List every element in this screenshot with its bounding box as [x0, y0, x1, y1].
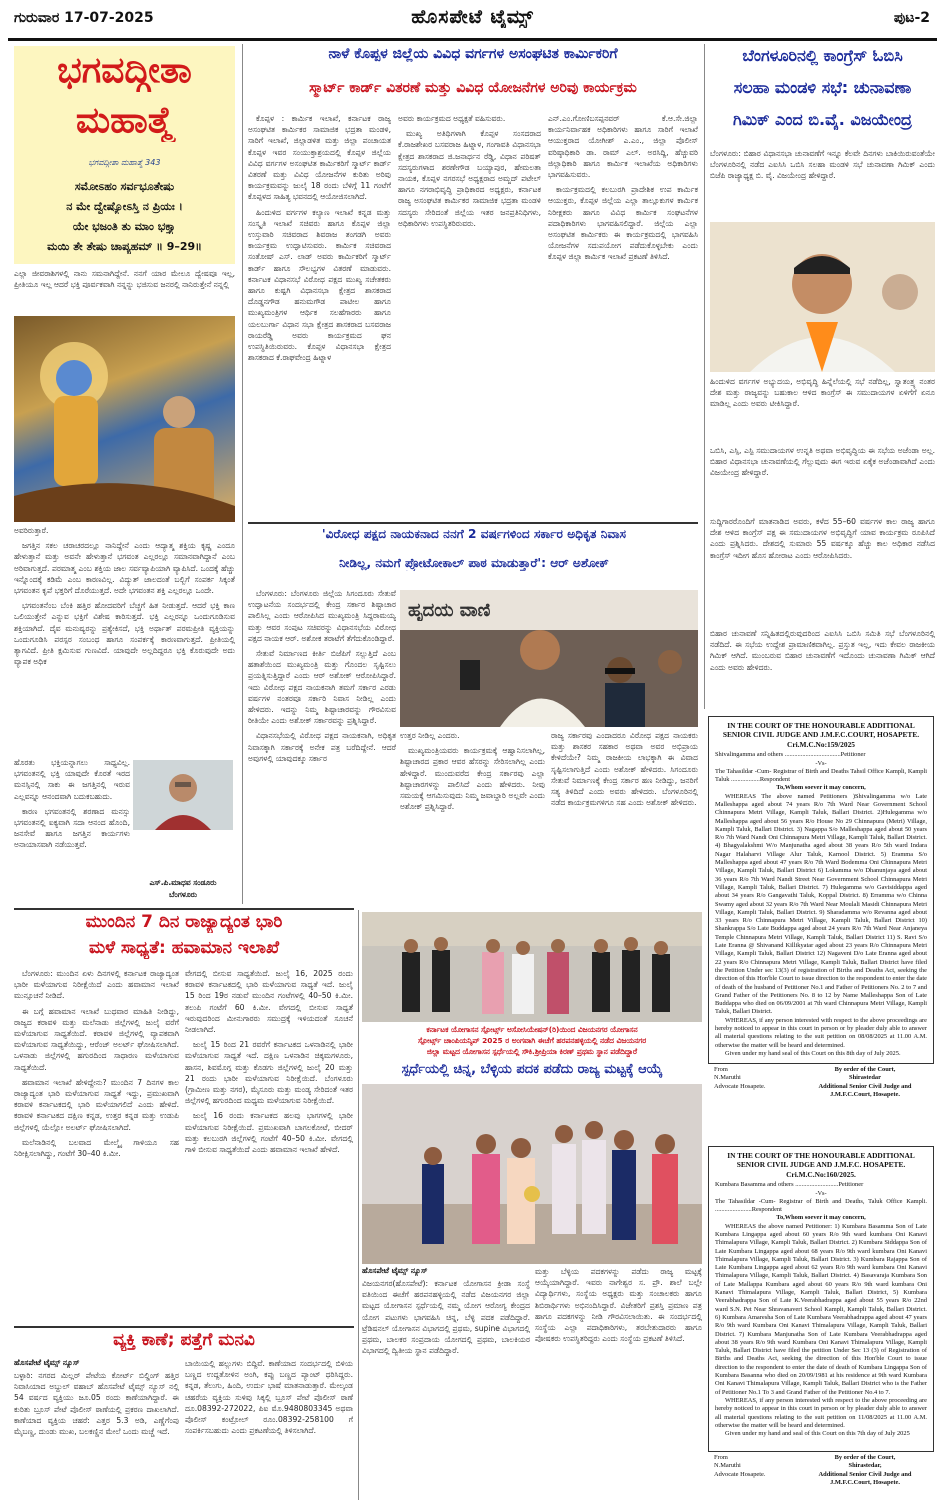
gita-para: ಅವರಿರುತ್ತಾರೆ.	[14, 526, 49, 535]
notice-title: IN THE COURT OF THE HONOURABLE ADDITIONAL SENIOR CIVIL JUDGE AND J.M.F.C.COURT, HOSAPETE.	[722, 721, 920, 740]
issue-date: ಗುರುವಾರ 17-07-2025	[14, 10, 154, 26]
gita-para: ಹೊರತು ಭಕ್ತಿಯನ್ನಾಗಲು ಸಾಧ್ಯವಿಲ್ಲ. ಭಗವಂತನಲ್ಲಿ ಭಕ್ತಿ ಯಾವುದೇ ಕೊರತೆ ಇರದ ಮನಸ್ಸಿನಲ್ಲಿ ಸಾಕು ಈ ಜಗತ್ತಿನಲ್ಲಿ ಇರುವ ಎಲ್ಲವನ್ನೂ ಆನಂದವಾಗಿ ಬದುಕಬಹುದು.	[14, 758, 130, 801]
ashok-col-2	[400, 730, 545, 906]
ashok-para: ಉತ್ತರ ನೀಡಿಲ್ಲ ಎಂದರು.	[400, 731, 460, 740]
author-city: ಬೆಂಗಳೂರು	[168, 890, 197, 899]
yoga-headline: ಸ್ಪರ್ಧೆಯಲ್ಲಿ ಚಿನ್ನ, ಬೆಳ್ಳಿಯ ಪದಕ ಪಡೆದು ರಾಜ್ಯ ಮಟ್ಟಕ್ಕೆ ಆಯ್ಕೆ	[401, 1062, 663, 1077]
author-photo	[133, 760, 233, 830]
missing-col-2: ಬಾಯಿಯಲ್ಲಿ ಹಲ್ಲುಗಳು ಬಿದ್ದಿವೆ. ಕಾಣೆಯಾದ ಸಂದರ್ಭದಲ್ಲಿ ಬಿಳಿಯ ಬಣ್ಣದ ಉದ್ದತೋಳಿನ ಅಂಗಿ, ಕಪ್ಪು ಬಣ್ಣದ ಪ್ಯಾಂಟ್ ಧರಿಸಿದ್ದರು. ಕನ್ನಡ, ತೆಲುಗು, ಹಿಂದಿ, ಉರ್ದು ಭಾಷೆ ಮಾತನಾಡುತ್ತಾರೆ. ಮೇಲ್ಕಂಡ ಚಹರೆಯ ವ್ಯಕ್ತಿಯ ಸುಳಿವು ಸಿಕ್ಕಲ್ಲಿ ಬ್ರೂಸ್ ಪೇಟೆ ಪೊಲೀಸ್ ಠಾಣೆ ದೂ.08392-272022, ಪಿಐ ಮೊ.9480803345 ಅಥವಾ ಪೊಲೀಸ್ ಕಂಟ್ರೋಲ್ ರೂಂ.08392-258100 ಗೆ ಸಂಪರ್ಕಿಸಬಹುದು ಎಂದು ಪ್ರಕಟಣೆಯಲ್ಲಿ ತಿಳಿಸಲಾಗಿದೆ.	[185, 1359, 353, 1436]
ashok-photo-banner: ಹೃದಯ ವಾಣಿ	[408, 600, 491, 621]
ashok-col-1	[248, 588, 396, 906]
court-name: Additional Senior Civil Judge and J.M.F.C.Court, Hosapete.	[818, 1082, 912, 1098]
notice-body: WHEREAS The above named Petitioners )Shivalingamma w/o Late Malleshappa aged about 74 years R/o 7th Ward Near Government School Chinnapura Metri Village, Kampli Taluk, Ballari District. 2)Hulegamma w/o Malleshappa aged about 56 years R/o House No 29 Chinnapura (Metri) Village, Kampli Taluk, Ballari District. 3) Nagappa S/o Malleshappa aged about 50 years R/o 7th Ward Nandi Oni Chinnapura Metri Village, Kampli Taluk, Ballari District. 4) Bhagyalakshmi W/o Manjunatha aged about 38 years R/o 5th ward Indara Nagar Halaharvi Village Alur Taluk, Karnool District. 5) Eramma S/o Malleshappa aged about 47 years R/o 7th Ward Bodemma Oni Chinnapura Metri Village, Kampli Taluk, Ballari District 6) Lokamma w/o Dhanunjaya aged about 36 years R/o 7th Ward Nandi Street Near Government School Chinnapura Metri Village, Kampli Taluk, Ballari District. 7) Hulegamma w/o Gavisiddappa aged about 34 years R/o Gangavathi Taluk, Koppal District. 8) Erramma w/o Chinna Swamy aged about 32 years R/o 7th Ward Near Moulali Masidi Chinnapura Metri Village, Kampli Taluk, Ballari District. 9) Sharadamma w/o Revanna aged about 33 years R/o Chinnapura Metri Village, Kampli Taluk, Ballari District 10) Shankrappa S/o Late Buddappa aged about 24 years R/o 7th Ward Near Anjaneya Temple Chinnapura Metri Village, Kampli Taluk, Ballari District 11) S. Ravi S/o Late Eranna @ Shivanand Killikyatar aged about 23 years R/o Chinnapura Metri Village, Kampli Taluk, Ballari District 12) Nagaveni D/o Late Eranna aged about 22 years R/o Chinnapura Metri Village, Kampli Taluk, Ballari District have filed the Petition Under sec 13(3) of registration of Births and Deaths Act, seeking the direction of this Hon'ble Court to issue direction to the respondent to enter the date of death of the husband of Petitioner No.1 and Father of Petitioners No. 2 to 7 and Grand Father of the Petitioners No. 8 to 12 by Name Malleshappa Son of Late Buddappa who died on 06/09/2001 at 7th ward Chinnapura Metri Village, Kampli Taluk, Ballari District.	[715, 792, 927, 1016]
advocate-name: N.Maruthi	[714, 1462, 741, 1470]
obc-para-4: ಸುದ್ದಿಗಾರರೊಂದಿಗೆ ಮಾತನಾಡಿದ ಅವರು, ಕಳೆದ 55–60 ವರ್ಷಗಳ ಕಾಲ ರಾಜ್ಯ ಹಾಗೂ ದೇಶ ಆಳಿದ ಕಾಂಗ್ರೆಸ್ ಪಕ್ಷ ಈ ಸಮುದಾಯಗಳ ಅಭಿವೃದ್ಧಿಗೆ ಯಾವ ಕಾರ್ಯಕ್ರಮ ರೂಪಿಸಿದೆ ಎಂದು ಪ್ರಶ್ನಿಸಿದರು. ದೇಶದಲ್ಲಿ ಸುಮಾರು 55 ವರ್ಷಕ್ಕೂ ಹೆಚ್ಚು ಕಾಲ ಅಧಿಕಾರ ನಡೆಸಿದ ಕಾಂಗ್ರೆಸ್ ಇದೀಗ ಹೊಸ ಹೋರಾಟ ಎಂದು ಆರೋಪಿಸಿದರು.	[710, 517, 935, 560]
obc-para-2: ಹಿಂದುಳಿದ ವರ್ಗಗಳ ಅಭ್ಯುದಯ, ಅಭಿವೃದ್ಧಿ ಹಿನ್ನೆಲೆಯಲ್ಲಿ ಸಭೆ ನಡೆದಿಲ್ಲ, ಸ್ವಾತಂತ್ರ್ಯ ನಂತರ ದೇಶ ಮತ್ತು ರಾಜ್ಯವನ್ನು ಬಹುಕಾಲ ಆಳಿದ ಕಾಂಗ್ರೆಸ್ ಈ ಸಮುದಾಯಗಳ ಏಳಿಗೆಗೆ ಏನೂ ಮಾಡಿಲ್ಲ ಎಂದು ಅವರು ಟೀಕಿಸಿದ್ದಾರೆ.	[710, 377, 935, 409]
ashok-para: ಮುಖ್ಯಮಂತ್ರಿಯವರು ಕಾರ್ಯಕ್ರಮಕ್ಕೆ ಆಹ್ವಾನಿಸಲಾಗಿಲ್ಲ, ಶಿಷ್ಟಾಚಾರದ ಪ್ರಕಾರ ಆವರ ಹೆಸರನ್ನು ಸೇರಿಸಲಾಗಿಲ್ಲ ಎಂದು ಹೇಳಿದ್ದಾರೆ. ಮುಂದುವರೆದ ಕೇಂದ್ರ ಸರ್ಕಾರವು ಎಲ್ಲಾ ಶಿಷ್ಟಾಚಾರಗಳನ್ನು ಪಾಲಿಸಿದೆ ಎಂದು ಹೇಳಿದರು. ನೀವು ಸಮಯಕ್ಕೆ ಆಗಮಿಸುವುದು ನಿಮ್ಮ ಜವಾಬ್ದಾರಿ ಅಲ್ಲವೇ ಎಂದು ಅಶೋಕ್ ಪ್ರಶ್ನಿಸಿದ್ದಾರೆ.	[400, 746, 545, 812]
missing-headline: ವ್ಯಕ್ತಿ ಕಾಣೆ; ಪತ್ತೆಗೆ ಮನವಿ	[113, 1330, 255, 1350]
obc-headline-2: ಸಲಹಾ ಮಂಡಳಿ ಸಭೆ: ಚುನಾವಣಾ	[733, 78, 912, 97]
obc-headline-3: ಗಿಮಿಕ್ ಎಂದ ಬಿ.ವೈ. ವಿಜಯೇಂದ್ರ	[733, 110, 912, 129]
obc-headline-1: ಬೆಂಗಳೂರಿನಲ್ಲಿ ಕಾಂಗ್ರೆಸ್ ಓಬಿಸಿ	[742, 46, 903, 65]
court-order-block	[798, 1066, 932, 1099]
ashok-photo	[400, 590, 698, 727]
vijayendra-photo	[710, 222, 935, 372]
yoga-col-2: ಮತ್ತು ಬೆಳ್ಳಿಯ ಪದಕಗಳನ್ನು ಪಡೆದು ರಾಜ್ಯ ಮಟ್ಟಕ್ಕೆ ಆಯ್ಕೆಯಾಗಿದ್ದಾರೆ. ಇವರು ನಾಗೇಶ್ವರ ಸ. ಪ್ರೌ. ಶಾಲೆ ಬಲ್ಲೇ ವಿದ್ಯಾರ್ಥಿಗಳು, ಸಂಸ್ಥೆಯ ಅಧ್ಯಕ್ಷರು ಮತ್ತು ಸಂಚಾಲಕರು ಹಾಗೂ ಶಿಬಿರಾರ್ಥಿಗಳು ಅಭಿನಂದಿಸಿದ್ದಾರೆ. ವಿಜೇತರಿಗೆ ಪ್ರಶಸ್ತಿ ಪ್ರಮಾಣ ಪತ್ರ ಹಾಗೂ ಪದಕಗಳನ್ನು ನೀಡಿ ಗೌರವಿಸಲಾಯಿತು. ಈ ಸಂದರ್ಭದಲ್ಲಿ ಸಂಸ್ಥೆಯ ಎಲ್ಲಾ ಪದಾಧಿಕಾರಿಗಳು, ತರಬೇತುದಾರರು ಹಾಗೂ ಪೋಷಕರು ಉಪಸ್ಥಿತರಿದ್ದರು ಎಂದು ಸಂಸ್ಥೆಯ ಪ್ರಕಟಣೆ ತಿಳಿಸಿದೆ.	[535, 1267, 702, 1344]
paper-name: ಹೊಸಪೇಟೆ ಟೈಮ್ಸ್	[411, 6, 534, 28]
court-order: By order of the Court,	[834, 1066, 896, 1073]
column-rule	[358, 910, 359, 1500]
yoga-byline: ಹೊಸಪೇಟೆ ಟೈಮ್ಸ್ ನ್ಯೂಸ್	[362, 1266, 428, 1275]
missing-col-1: ಬಳ್ಳಾರಿ: ನಗರದ ಮಿಲ್ಲರ್ ಪೇಟೆಯ ಕೋರ್ಟ್ ಬಿಲ್ಡಿಂಗ್ ಹತ್ತಿರ ನಿವಾಸಿಯಾದ ಅಬ್ದುಲ್ ವಹಾಬ್ ಹೊಸಪೇಟೆ ಟೈಮ್ಸ್ ನ್ಯೂಸ್ ನಲ್ಲಿ 54 ವರ್ಷದ ವ್ಯಕ್ತಿಯು ಜೂ.05 ರಂದು ಕಾಣೆಯಾಗಿದ್ದಾರೆ. ಈ ಕುರಿತು ಬ್ರೂಸ್ ಪೇಟೆ ಪೊಲೀಸ್ ಠಾಣೆಯಲ್ಲಿ ಪ್ರಕರಣ ದಾಖಲಾಗಿದೆ. ಕಾಣೆಯಾದ ವ್ಯಕ್ತಿಯ ಚಹರೆ: ಎತ್ತರ 5.3 ಅಡಿ, ಎಣ್ಣೆಗೆಂಪು ಮೈಬಣ್ಣ, ದುಂಡು ಮುಖ, ಬಲಕಣ್ಣಿನ ಮೇಲೆ ಒಂದು ಮಚ್ಚೆ ಇದೆ.	[14, 1371, 179, 1437]
court-order: By order of the Court,	[834, 1454, 896, 1461]
ashok-headline-2: ನೀಡಿಲ್ಲ, ನಮಗೆ ಪ್ರೋಟೋಕಾಲ್ ಪಾಠ ಮಾಡುತ್ತಾರೆ': ಆರ್ ಅಶೋಕ್	[339, 556, 609, 570]
yoga-caption-line: ಜಿಲ್ಲಾ ಮಟ್ಟದ ಯೋಗಾಸನ ಸ್ಪರ್ಧೆಯಲ್ಲಿ ಸೌಕಿ.ಶ್ರೀಪ್ರಿಯಾ ಕಿರಣ್ ಪ್ರಥಮ ಸ್ಥಾನ ಪಡೆದಿದ್ದಾರೆ	[426, 1047, 638, 1056]
yoga-photo-caption	[362, 1024, 702, 1060]
koppal-headline-1: ನಾಳೆ ಕೊಪ್ಪಳ ಜಿಲ್ಲೆಯ ವಿವಿಧ ವರ್ಗಗಳ ಅಸಂಘಟಿತ ಕಾರ್ಮಿಕರಿಗೆ	[328, 46, 618, 62]
court-order-block	[798, 1454, 932, 1487]
notice-versus: -Vs-	[815, 759, 827, 767]
ashok-col-3: ರಾಜ್ಯ ಸರ್ಕಾರವು ಎಂದಾದರೂ ವಿರೋಧ ಪಕ್ಷದ ನಾಯಕರು ಮತ್ತು ಶಾಸಕರ ಸಹಕಾರ ಅಥವಾ ಅವರ ಅಭಿಪ್ರಾಯ ಕೇಳಿದೆಯೇ? ನಿಮ್ಮ ರಾಜಕೀಯ ಲಾಭಕ್ಕಾಗಿ ಈ ವಿವಾದ ಸೃಷ್ಟಿಸಲಾಗುತ್ತಿದೆ ಎಂದು ಅಶೋಕ್ ಹೇಳಿದರು. ಸಿಗಂದೂರು ಸೇತುವೆ ನಿರ್ಮಾಣಕ್ಕೆ ಕೇಂದ್ರ ಸರ್ಕಾರ ಹಣ ನೀಡಿದ್ದು, ಜನರಿಗೆ ಸತ್ಯ ತಿಳಿದಿದೆ ಎಂದು ಅವರು ಹೇಳಿದರು. ಬೆಂಗಳೂರಿನಲ್ಲಿ ನಡೆದ ಕಾರ್ಯಕ್ರಮಗಳಿಗೂ ಸಹ ಎಂದು ಅಶೋಕ್ ಹೇಳಿದರು.	[551, 731, 698, 808]
krishna-arjuna-illustration	[14, 316, 235, 522]
notice-case-number: Cri.M.C.No:159/2025	[787, 739, 855, 749]
gita-verse-line2: ನ ಮೇ ದ್ವೇಷ್ಯೋಽಸ್ತಿ ನ ಪ್ರಿಯಃ ।	[66, 200, 183, 213]
advocate-name: N.Maruthi	[714, 1074, 741, 1082]
koppal-para: ಕಾರ್ಯಕ್ರಮದಲ್ಲಿ ಕಲಬುರಗಿ ಪ್ರಾದೇಶಿಕ ಉಪ ಕಾರ್ಮಿಕ ಆಯುಕ್ತರು, ಕೊಪ್ಪಳ ಜಿಲ್ಲೆಯ ಎಲ್ಲಾ ತಾಲ್ಲೂಕುಗಳ ಕಾರ್ಮಿಕ ನಿರೀಕ್ಷಕರು ಹಾಗೂ ವಿವಿಧ ಕಾರ್ಮಿಕ ಸಂಘಟನೆಗಳ ಪದಾಧಿಕಾರಿಗಳು ಭಾಗವಹಿಸಲಿದ್ದಾರೆ. ಜಿಲ್ಲೆಯ ಎಲ್ಲಾ ಅಸಂಘಟಿತ ಕಾರ್ಮಿಕರು ಈ ಕಾರ್ಯಕ್ರಮದಲ್ಲಿ ಭಾಗವಹಿಸಿ ಯೋಜನೆಗಳ ಸದುಪಯೋಗ ಪಡೆದುಕೊಳ್ಳಬೇಕು ಎಂದು ಕೊಪ್ಪಳ ಜಿಲ್ಲಾ ಕಾರ್ಮಿಕ ಇಲಾಖೆ ಪ್ರಕಟಣೆ ತಿಳಿಸಿದೆ.	[548, 185, 698, 262]
missing-byline: ಹೊಸಪೇಟೆ ಟೈಮ್ಸ್ ನ್ಯೂಸ್	[14, 1358, 80, 1367]
ashok-para: ವಿಧಾನಸಭೆಯಲ್ಲಿ ವಿರೋಧ ಪಕ್ಷದ ನಾಯಕನಾಗಿ, ಅಧಿಕೃತ ನಿವಾಸಕ್ಕಾಗಿ ಸರ್ಕಾರಕ್ಕೆ ಅನೇಕ ಪತ್ರ ಬರೆದಿದ್ದೇನೆ. ಆದರೆ ಅವುಗಳಲ್ಲಿ ಯಾವುದಕ್ಕೂ ಸರ್ಕಾರ	[248, 731, 396, 763]
obc-para-1: ಬೆಂಗಳೂರು: ಬಿಹಾರ ವಿಧಾನಸಭಾ ಚುನಾವಣೆಗೆ ಇನ್ನೂ ಕೆಲವೇ ದಿನಗಳು ಬಾಕಿಯಿರುವಂತೆಯೇ ಬೆಂಗಳೂರಿನಲ್ಲಿ ನಡೆದ ಎಐಸಿಸಿ ಒಬಿಸಿ ಸಲಹಾ ಮಂಡಳಿ ಸಭೆ ಚುನಾವಣಾ ಗಿಮಿಕ್ ಎಂದು ಬಿಜೆಪಿ ರಾಜ್ಯಾಧ್ಯಕ್ಷ ಬಿ. ವೈ. ವಿಜಯೇಂದ್ರ ಹೇಳಿದ್ದಾರೆ.	[710, 149, 935, 181]
obc-para-5: ಬಿಹಾರ ಚುನಾವಣೆ ಸನ್ನಿಹಿತದಲ್ಲಿರುವುದರಿಂದ ಎಐಸಿಸಿ ಒಬಿಸಿ ಸಮಿತಿ ಸಭೆ ಬೆಂಗಳೂರಿನಲ್ಲಿ ನಡೆದಿದೆ. ಈ ಸಭೆಯ ಉದ್ದೇಶ ಪ್ರಾಮಾಣಿಕವಾಗಿಲ್ಲ. ಪ್ರಸ್ತುತ ಇಲ್ಲ, ಇದು ಕೇವಲ ರಾಜಕೀಯ ಗಿಮಿಕ್ ಆಗಿದೆ. ಮುಂಬರುವ ಬಿಹಾರ ಚುನಾವಣೆಗೆ ಇದೊಂದು ಚುನಾವಣಾ ಗಿಮಿಕ್ ಆಗಿದೆ ಎಂದು ಅವರು ಹೇಳಿದರು.	[710, 629, 935, 672]
gita-para: ಕಾರಣ ಭಗವಂತನಲ್ಲಿ ಶರಣಾದ ಮನಸ್ಸು ಭಗವಂತನಲ್ಲಿ ಐಕ್ಯವಾಗಿ ಸದಾ ಆನಂದ ಹೊಂದಿ, ಜನಸೇವೆ ಹಾಗೂ ಜಗತ್ತಿನ ಕಾರ್ಯಗಳು ಅನಾಯಾಸವಾಗಿ ನಡೆಯುತ್ತವೆ.	[14, 806, 130, 850]
ashok-para: ಸೇತುವೆ ನಿರ್ಮಾಣದ ಕೀರ್ತಿ ಬಿಜೆಪಿಗೆ ಸಲ್ಲುತ್ತಿದೆ ಎಂಬ ಹತಾಶೆಯಿಂದ ಮುಖ್ಯಮಂತ್ರಿ ಮತ್ತು ಗೊಂದಲ ಸೃಷ್ಟಿಸಲು ಪ್ರಯತ್ನಿಸುತ್ತಿದ್ದಾರೆ ಎಂದು ಆರ್ ಅಶೋಕ್ ಆರೋಪಿಸಿದ್ದಾರೆ. ಇದು ವಿರೋಧ ಪಕ್ಷದ ನಾಯಕನಾಗಿ ತಮಗೆ ಸರ್ಕಾರ ಎರಡು ವರ್ಷಗಳ ನಂತರವೂ ಸರ್ಕಾರಿ ನಿವಾಸ ನೀಡಿಲ್ಲ ಎಂದು ಹೇಳಿದರು. ಇದನ್ನು ನಿಮ್ಮ ಶಿಷ್ಟಾಚಾರವನ್ನು ಗೌರವಿಸುವ ರೀತಿಯೇ ಎಂದು ಅಶೋಕ್ ಸರ್ಕಾರವನ್ನು ಪ್ರಶ್ನಿಸಿದ್ದಾರೆ.	[248, 649, 396, 726]
masthead	[0, 0, 945, 40]
rain-headline-1: ಮುಂದಿನ 7 ದಿನ ರಾಜ್ಯಾದ್ಯಂತ ಭಾರಿ	[85, 912, 283, 932]
column-rule	[704, 44, 705, 709]
yoga-caption-line: ಸ್ಪೋರ್ಟ್ಸ್ ಚಾಂಪಿಯನ್ಶಿಪ್ 2025 ರ ಅಂಗವಾಗಿ ಈಚೆಗೆ ಹರಪನಹಳ್ಳಿಯಲ್ಲಿ ನಡೆದ ವಿಜಯನಗರ	[417, 1036, 647, 1045]
notice-body: WHEREAS, if any person interested with respect to the above proceeding are hereby noticed to appear in this court in person or by pleader duly able to answer all material questions relating to the suit petition on 11/08/2025 at 11.00 A.M. otherwise the matter will be heard and determined.	[715, 1396, 927, 1429]
court-notice-1	[708, 716, 934, 1064]
notice-addressee: To,Whom soever it may concern,	[776, 1214, 866, 1222]
notice-body: WHEREAS the above named Petitioner: 1) Kumbara Basamma Son of Late Kumbara Lingappa aged about 60 years R/o 9th ward kumbara Oni Kanavi Thimalapura Village, Kampli Taluk, Ballari District. 2) Kumbara Siddappa Son of Late Kumbara Lingappa aged about 68 years R/o 9th ward kumbara Oni Kanavi Thimalapura Village, Kampli Taluk, Ballari District. 3) Kumbara Rajappa Son of Late Kumbara Lingappa aged about 62 years R/o 9th ward kumbara Oni Kanavi Thimalapura Village, Kampli Taluk, Ballari District. 4) Basavaraja Kumbara Son of Late Mallappa Kumbara aged about 60 years R/o 9th ward kumbara Oni Kanavi Thimalapura Village, Kampli Taluk, Ballari District, 5) Kumbara Veerabhadrappa Son of Late K.Veerabhadrappa aged about 55 years R/o 22nd ward S.N. Pet Near Shravanaveri School Kampli, Kampli Taluk, Ballari District. 6) Kumbara Amaresha Son of Late Kumbara Veerabhadrappa aged about 47 years R/o 9th ward Kumbara Oni Kanavi Thimalapura Village, Kampli Taluk, Ballari District. 7) Kumbara Manjunatha Son of Late Kumbara Veerabhadrappa aged about 38 years R/o 9th ward Kumbara Oni Kanavi Thimalapura Village, Kampli Taluk, Ballari District have filed the petition Under Sec 13 (3) of Registration of Births and Deaths Act, seeking the direction of this Hon'ble Court to issue direction to the respondent to enter the date of death of Kumbara Lingappa Son of Kumbara Basanna who died on 20/09/1981 at his residence at 9th ward Kumbara Oni Kanavi Thimalapura Village, Kampli Taluk, Ballari District who is the Father of Petitioner No.1 To 3 and Grand Father of the Petitioner No.4 to 7.	[715, 1222, 927, 1396]
notice-title: IN THE COURT OF THE HONOURABLE ADDITIONAL SENIOR CIVIL JUDGE AND J.M.F.C. HOSAPETE.	[727, 1151, 915, 1170]
section-rule	[14, 908, 354, 910]
gita-para: ಜಗತ್ತಿನ ಸಕಲ ಚರಾಚರದಲ್ಲೂ ನಾನಿದ್ದೇನೆ ಎಂದು ಆದ್ಯಾತ್ಮ ಶಕ್ತಿಯ ಕೃಷ್ಣ ಎಂದೂ ಹೇಳುತ್ತಾನೆ ಮತ್ತು ಅವನೇ ಹೇಳುತ್ತಾನೆ ಭಗವಂತ ಎಲ್ಲರಲ್ಲೂ ಸಮಾನವಾಗಿದ್ದಾನೆ ಎಂಬ ಅರಿವಾಗುತ್ತದೆ. ಪರಮಾತ್ಮ ಎಂಬ ಶಕ್ತಿಯ ಜಾಲ ಸರ್ವವ್ಯಾಪಿಯಾಗಿ ವ್ಯಾಪಿಸಿದೆ. ಒಂದಕ್ಕೆ ಹೆಚ್ಚು ಇನ್ನೊಂದಕ್ಕೆ ಕಡಿಮೆ ಎಂಬ ಕಾರಣವಿಲ್ಲ. ವಿದ್ಯುತ್ ಜಾಲದಂತೆ ಬಲ್ಬಿಗೆ ಸಂಪರ್ಕ ಸಿಕ್ಕಂತೆ ಭಗವಂತನ ಕೃಪೆ ಭಕ್ತರಿಗೆ ದೊರೆಯುತ್ತದೆ. ಅದೇ ಭಗವಂತನ ಶಕ್ತಿ ಎಲ್ಲರಲ್ಲೂ ಒಂದೇ.	[14, 541, 235, 596]
author-name: ಎಸ್.ಪಿ.ಮಾಧವ ಸಂಡೂರು	[149, 878, 217, 887]
gita-title-box	[14, 46, 235, 152]
koppal-col-3	[548, 113, 698, 518]
column-rule	[242, 44, 243, 904]
advocate-block	[714, 1066, 794, 1091]
notice-1-signatures	[714, 1066, 932, 1116]
rain-col-2	[185, 968, 353, 1323]
court-notice-2	[708, 1146, 934, 1452]
obc-para-3: ಒಬಿಸಿ, ಎಸ್ಸಿ, ಎಸ್ಟಿ ಸಮುದಾಯಗಳ ಉನ್ನತಿ ಅಥವಾ ಅಭಿವೃದ್ಧಿಯ ಈ ಸಭೆಯ ಅಜೆಂಡಾ ಅಲ್ಲ. ಬಿಹಾರ ವಿಧಾನಸಭಾ ಚುನಾವಣೆಯಲ್ಲಿ ಗೆಲ್ಲುವುದು ಈಗ ಇರುವ ಏಕೈಕ ಅಜೆಂಡಾವಾಗಿದೆ ಎಂದು ವಿಜಯೇಂದ್ರ ಹೇಳಿದ್ದಾರೆ.	[710, 446, 935, 478]
advocate-role: Advocate Hosapete.	[714, 1470, 766, 1478]
notice-2-signatures	[714, 1454, 932, 1500]
notice-body: WHEREAS, if any person interested with respect to the above proceedings are hereby noticed to appear in this court in person or by pleader duly able to answer all material questions relating to the suit petition on 08/08/2025 at 11.00 A.M. otherwise the matter will be heard and determined.	[715, 1016, 927, 1049]
notice-respondent: The Tahasildar -Cum- Registrar of Birth and Deaths Tahsil Office Kampli, Kampli Taluk ..................Respondent	[715, 767, 927, 784]
rain-para: ಜುಲೈ 16 ರಂದು ಕರ್ನಾಟಕದ ಹಲವು ಭಾಗಗಳಲ್ಲಿ ಭಾರೀ ಮಳೆಯಾಗುವ ನಿರೀಕ್ಷೆಯಿದೆ. ಪ್ರಮುಖವಾಗಿ ಬಾಗಲಕೋಟೆ, ಬೀದರ್ ಮತ್ತು ಕಲಬುರಗಿ ಜಿಲ್ಲೆಗಳಲ್ಲಿ ಗಂಟೆಗೆ 40–50 ಕಿ.ಮೀ. ವೇಗದಲ್ಲಿ ಗಾಳಿ ಬೀಸುವ ಸಾಧ್ಯತೆಯಿದೆ ಎಂದು ಹವಾಮಾನ ಇಲಾಖೆ ಹೇಳಿದೆ.	[185, 1111, 353, 1155]
advocate-from: From	[714, 1454, 728, 1461]
notice-versus: -Vs-	[815, 1189, 827, 1197]
advocate-from: From	[714, 1066, 728, 1073]
koppal-para: ಮುಖ್ಯ ಅತಿಥಿಗಳಾಗಿ ಕೊಪ್ಪಳ ಸಂಸದರಾದ ಕೆ.ರಾಜಶೇಖರ ಬಸವರಾಜ ಹಿಟ್ನಾಳ, ಗಂಗಾವತಿ ವಿಧಾನಸಭಾ ಕ್ಷೇತ್ರದ ಶಾಸಕರಾದ ಜಿ.ಜನಾರ್ಧನ ರೆಡ್ಡಿ, ವಿಧಾನ ಪರಿಷತ್ ಸದಸ್ಯರುಗಳಾದ ಶರಣೇಗೌಡ ಬಯ್ಯಾಪುರ, ಹೇಮಲತಾ ನಾಯಕ, ಕೊಪ್ಪಳ ನಗರಸಭೆ ಅಧ್ಯಕ್ಷರಾದ ಅಮ್ಜದ್ ಪಟೇಲ್ ಹಾಗೂ ನಗರಾಭಿವೃದ್ಧಿ ಪ್ರಾಧಿಕಾರದ ಅಧ್ಯಕ್ಷರು, ಕರ್ನಾಟಕ ರಾಜ್ಯ ಅಸಂಘಟಿತ ಕಾರ್ಮಿಕರ ಸಾಮಾಜಿಕ ಭದ್ರತಾ ಮಂಡಳಿ ಸದಸ್ಯರು ಸೇರಿದಂತೆ ಜಿಲ್ಲೆಯ ಇತರ ಜನಪ್ರತಿನಿಧಿಗಳು, ಅಧಿಕಾರಿಗಳು ಉಪಸ್ಥಿತರಿರುವರು.	[398, 129, 541, 228]
gita-subtitle: ಭಗವದ್ಗೀತಾ ಮಹಾತ್ಮೆ 343	[88, 158, 161, 167]
notice-given: Given under my hand and seal of this Court on this 7th day of July 2025	[725, 1430, 910, 1438]
koppal-col-1	[248, 113, 391, 518]
gita-verse-line1: ಸಮೋಽಹಂ ಸರ್ವಭೂತೇಷು	[74, 180, 175, 193]
advocate-role: Advocate Hosapete.	[714, 1082, 766, 1090]
rain-para: ಮಲೆನಾಡಿನಲ್ಲಿ ಬಲವಾದ ಮೇಲ್ಮೈ ಗಾಳಿಯೂ ಸಹ ನಿರೀಕ್ಷಿಸಲಾಗಿದ್ದು, ಗಂಟೆಗೆ 30–40 ಕಿ.ಮೀ.	[14, 1137, 179, 1159]
gita-intro-text: ಎಲ್ಲಾ ಜೀವರಾಶಿಗಳಲ್ಲಿ ನಾನು ಸಮನಾಗಿದ್ದೇನೆ. ನನಗೆ ಯಾರ ಮೇಲೂ ದ್ವೇಷವೂ ಇಲ್ಲ, ಪ್ರೀತಿಯೂ ಇಲ್ಲ ಆದರೆ ಭಕ್ತಿ ಪೂರ್ವಕವಾಗಿ ನನ್ನನ್ನು ಭಜಿಸುವ ಜನರಲ್ಲಿ ನಾನಿರುತ್ತೇನೆ ನನ್ನಲ್ಲಿ	[14, 269, 235, 290]
ashok-para: ಬೆಂಗಳೂರು: ಬೆಂಗಳೂರು ಜಿಲ್ಲೆಯ ಸಿಗಂದೂರು ಸೇತುವೆ ಉದ್ಘಾಟನೆಯ ಸಂದರ್ಭದಲ್ಲಿ ಕೇಂದ್ರ ಸರ್ಕಾರ ಶಿಷ್ಟಾಚಾರ ಪಾಲಿಸಿಲ್ಲ ಎಂದು ಆರೋಪಿಸಿದ ಮುಖ್ಯಮಂತ್ರಿ ಸಿದ್ದರಾಮಯ್ಯ ಮತ್ತು ಆವರ ಸಂಪುಟ ಸಚಿವರನ್ನು ವಿಧಾನಸಭೆಯ ವಿರೋಧ ಪಕ್ಷದ ನಾಯಕ ಆರ್. ಅಶೋಕ ತರಾಟೆಗೆ ತೆಗೆದುಕೊಂಡಿದ್ದಾರೆ.	[248, 589, 396, 643]
gita-verse-box	[14, 152, 235, 264]
gita-verse-line4: ಮಯಿ ತೇ ತೇಷು ಚಾಪ್ಯಹಮ್ ॥ 9–29॥	[47, 240, 202, 253]
advocate-block	[714, 1454, 794, 1479]
gita-verse-line3: ಯೇ ಭಜಂತಿ ತು ಮಾಂ ಭಕ್ತ್ಯಾ	[72, 220, 177, 233]
rain-para: ಬೆಂಗಳೂರು: ಮುಂದಿನ ಏಳು ದಿನಗಳಲ್ಲಿ ಕರ್ನಾಟಕ ರಾಜ್ಯಾದ್ಯಂತ ಭಾರೀ ಮಳೆಯಾಗುವ ನಿರೀಕ್ಷೆಯಿದೆ ಎಂದು ಹವಾಮಾನ ಇಲಾಖೆ ಮುನ್ಸೂಚನೆ ನೀಡಿದೆ.	[14, 969, 179, 1001]
koppal-col-2	[398, 113, 541, 518]
notice-case-number: Cri.M.C.No:160/2025.	[786, 1169, 856, 1179]
koppal-headline-2: ಸ್ಮಾರ್ಟ್ ಕಾರ್ಡ್ ವಿತರಣೆ ಮತ್ತು ವಿವಿಧ ಯೋಜನೆಗಳ ಅರಿವು ಕಾರ್ಯಕ್ರಮ	[309, 80, 637, 96]
section-rule	[14, 1326, 354, 1328]
notice-respondent: The Tahasildar -Cum- Registrar of Birth and Deaths, Taluk Office Kampli. .......................Respondent	[715, 1197, 927, 1214]
court-shirastedar: Shirastedar	[849, 1074, 881, 1082]
notice-petitioner: Kumbara Basamma and others ...........................Petitioner	[715, 1181, 864, 1189]
gita-para: ಭಗವಂತನೆಂಬ ಬೆಂಕಿ ಹತ್ತಿರ ಹೋದವರಿಗೆ ಬೆಚ್ಚಗೆ ಹಿತ ನೀಡುತ್ತದೆ. ಆದರೆ ಭಕ್ತಿ ಕಾಣ ಒಲಿಯುತ್ತೇನೆ ಎನ್ನುವ ಭಕ್ತಿಗೆ ವಿಶೇಷ ಕಾರಿಸುತ್ತದೆ. ಭಕ್ತಿ ಎಲ್ಲರನ್ನೂ ಒಂದುಗೂಡಿಸುವ ಶಕ್ತಿಯಾಗಿದೆ. ದೈವ ಮನುಷ್ಯರನ್ನು ಪ್ರತ್ಯೇಕಿಸದೆ, ಭಕ್ತಿ ಅರ್ಥಾತ್ ಪರಮಪ್ರೀತಿ ವ್ಯಕ್ತಿಯನ್ನು ಒಂದುಗೂಡಿಸಿ ಪರಸ್ಪರ ಸಂಬಂಧ ಹಾಗೂ ಸಂಪರ್ಕಕ್ಕೆ ಕಾರಣವಾಗುತ್ತದೆ. ಪ್ರೀತಿಯಲ್ಲಿ ತ್ಯಾಗವಿದೆ. ಪ್ರೀತಿ ಕ್ಷಮಿಸುವ ಗುಣವಿದೆ. ಯಾವುದೇ ಅಲ್ಲದಿದ್ದರೂ ಭಕ್ತಿ ಕೊರುವುದೇ ಅದು ವ್ಯಾಪಕ ಅಧಿಕ	[14, 601, 235, 667]
koppal-para: ಎನ್.ಎಂ.ಗೋಣಿಬಸಪ್ಪನವರ್ ಕೆ.ಆ.ಸೇ.ಜಿಲ್ಲಾ ಕಾರ್ಯನಿರ್ವಾಹಕ ಅಧಿಕಾರಿಗಳು ಹಾಗೂ ಸಾರಿಗೆ ಇಲಾಖೆ ಆಯುಕ್ತರಾದ ಯೋಗೀಶ್ ಎ.ಎಂ., ಜಿಲ್ಲಾ ಪೊಲೀಸ್ ವರಿಷ್ಠಾಧಿಕಾರಿ ಡಾ. ರಾಮ್ ಎಲ್. ಅರಸಿದ್ದಿ, ಹೆಚ್ಚುವರಿ ಜಿಲ್ಲಾಧಿಕಾರಿ ಹಾಗೂ ಕಾರ್ಮಿಕ ಇಲಾಖೆಯ ಅಧಿಕಾರಿಗಳು ಭಾಗವಹಿಸುವರು.	[548, 114, 698, 180]
rain-col-1	[14, 968, 179, 1323]
gita-title-line2: ಮಹಾತ್ಮೆ	[75, 100, 174, 141]
notice-given: Given under my hand seal of this Court on this 8th day of July 2025.	[725, 1049, 901, 1057]
yoga-medal-photo	[362, 1084, 702, 1264]
court-shirastedar: Shirastedar,	[848, 1462, 882, 1470]
section-rule	[248, 522, 698, 524]
koppal-para: ಕೊಪ್ಪಳ : ಕಾರ್ಮಿಕ ಇಲಾಖೆ, ಕರ್ನಾಟಕ ರಾಜ್ಯ ಅಸಂಘಟಿತ ಕಾರ್ಮಿಕರ ಸಾಮಾಜಿಕ ಭದ್ರತಾ ಮಂಡಳಿ, ಸಾರಿಗೆ ಇಲಾಖೆ, ಜಿಲ್ಲಾಡಳಿತ ಮತ್ತು ಜಿಲ್ಲಾ ಪಂಚಾಯತ ಕೊಪ್ಪಳ ಇವರ ಸಂಯುಕ್ತಾಶ್ರಯದಲ್ಲಿ ಕೊಪ್ಪಳ ಜಿಲ್ಲೆಯ ವಿವಿಧ ವರ್ಗಗಳ ಅಸಂಘಟಿತ ಕಾರ್ಮಿಕರಿಗೆ ಸ್ಮಾರ್ಟ್ ಕಾರ್ಡ್ ವಿತರಣೆ ಮತ್ತು ವಿವಿಧ ಯೋಜನೆಗಳ ಕುರಿತು ಅರಿವು ಕಾರ್ಯಕ್ರಮವನ್ನು ಜುಲೈ 18 ರಂದು ಬೆಳಿಗ್ಗೆ 11 ಗಂಟೆಗೆ ಕೊಪ್ಪಳದ ಸಾಹಿತ್ಯ ಭವನದಲ್ಲಿ ಆಯೋಜಿಸಲಾಗಿದೆ.	[248, 114, 391, 202]
rain-para: ವೇಗದಲ್ಲಿ ಬೀಸುವ ಸಾಧ್ಯತೆಯಿದೆ. ಜುಲೈ 16, 2025 ರಂದು ಕರಾವಳಿ ಕರ್ನಾಟಕದಲ್ಲಿ ಭಾರಿ ಮಳೆಯಾಗುವ ಸಾಧ್ಯತೆ ಇದೆ. ಜುಲೈ 15 ರಿಂದ 19ರ ನಡುವೆ ಮುಂದಿನ ಗಂಟೆಗಳಲ್ಲಿ 40–50 ಕಿ.ಮೀ. ತಲುಪಿ ಗಂಟೆಗೆ 60 ಕಿ.ಮೀ. ವೇಗದಲ್ಲಿ ಬೀಸುವ ಸಾಧ್ಯತೆ ಇರುವುದರಿಂದ ಮೀನುಗಾರರು ಸಮುದ್ರಕ್ಕೆ ಇಳಿಯದಂತೆ ಸೂಚನೆ ನೀಡಲಾಗಿದೆ.	[185, 969, 353, 1035]
gita-text-2	[14, 525, 235, 757]
yoga-caption-line: ಕರ್ನಾಟಕ ಯೋಗಾಸನ ಸ್ಪೋರ್ಟ್ಸ್ ಅಸೋಸಿಯೇಷನ್(ರಿ)ಯಿಂದ ವಿಜಯನಗರ ಯೋಗಾಸನ	[426, 1025, 638, 1034]
rain-para: ಹವಾಮಾನ ಇಲಾಖೆ ಹೇಳಿದ್ದೇನು? ಮುಂದಿನ 7 ದಿನಗಳ ಕಾಲ ರಾಜ್ಯಾದ್ಯಂತ ಭಾರಿ ಮಳೆಯಾಗುವ ಸಾಧ್ಯತೆ ಇದ್ದು, ಪ್ರಮುಖವಾಗಿ ಕರಾವಳಿ ಕರ್ನಾಟಕದಲ್ಲಿ ಭಾರಿ ಮಳೆಯಾಗಲಿದೆ ಎಂದು ಹೇಳಿದೆ. ಕರಾವಳಿ ಕರ್ನಾಟಕದ ದಕ್ಷಿಣ ಕನ್ನಡ, ಉತ್ತರ ಕನ್ನಡ ಮತ್ತು ಉಡುಪಿ ಜಿಲ್ಲೆಗಳಲ್ಲಿ ಯೆಲ್ಲೋ ಅಲರ್ಟ್ ಘೋಷಿಸಲಾಗಿದೆ.	[14, 1077, 179, 1132]
koppal-para: ಅವರು ಕಾರ್ಯಕ್ರಮದ ಅಧ್ಯಕ್ಷತೆ ವಹಿಸುವರು.	[398, 114, 506, 123]
gita-text-3	[14, 757, 130, 905]
notice-petitioner: Shivalingamma and others ...................................Petitioner	[715, 751, 866, 759]
yoga-col-1: ವಿಜಯನಗರ(ಹೊಸಪೇಟೆ): ಕರ್ನಾಟಕ ಯೋಗಾಸನ ಕ್ರೀಡಾ ಸಂಸ್ಥೆ ವತಿಯಿಂದ ಈಚೆಗೆ ಹರಪನಹಳ್ಳಿಯಲ್ಲಿ ನಡೆದ ವಿಜಯನಗರ ಜಿಲ್ಲಾ ಮಟ್ಟದ ಯೋಗಾಸನ ಸ್ಪರ್ಧೆಯಲ್ಲಿ ನಮ್ಮ ಯೋಗ ಆರೋಗ್ಯ ಕೇಂದ್ರದ ಯೋಗ ಪಟುಗಳು ಭಾಗವಹಿಸಿ ಚಿನ್ನ, ಬೆಳ್ಳಿ ಪದಕ ಪಡೆದಿದ್ದಾರೆ. ಟ್ರೆಡಿಷನಲ್ ಯೋಗಾಸನ ವಿಭಾಗದಲ್ಲಿ ಪ್ರಥಮ, supine ವಿಭಾಗದಲ್ಲಿ ಪ್ರಥಮ, ಬಾಲಕರ ಸಂಪ್ರದಾಯ ಯೋಗದಲ್ಲಿ ಪ್ರಥಮ, ಬಾಲಕಿಯರ ವಿಭಾಗದಲ್ಲಿ ದ್ವಿತೀಯ ಸ್ಥಾನ ಪಡೆದಿದ್ದಾರೆ.	[362, 1279, 530, 1356]
ashok-headline-1: 'ವಿರೋಧ ಪಕ್ಷದ ನಾಯಕನಾದ ನನಗೆ 2 ವರ್ಷಗಳಿಂದ ಸರ್ಕಾರ ಅಧಿಕೃತ ನಿವಾಸ	[321, 527, 627, 541]
rain-para: ಜುಲೈ 15 ರಿಂದ 21 ರವರೆಗೆ ಕರ್ನಾಟಕದ ಒಳನಾಡಿನಲ್ಲಿ ಭಾರೀ ಮಳೆಯಾಗುವ ಸಾಧ್ಯತೆ ಇದೆ. ದಕ್ಷಿಣ ಒಳನಾಡಿನ ಚಿಕ್ಕಮಗಳೂರು, ಹಾಸನ, ಶಿವಮೊಗ್ಗ ಮತ್ತು ಕೊಡಗು ಜಿಲ್ಲೆಗಳಲ್ಲಿ ಜುಲೈ 20 ಮತ್ತು 21 ರಂದು ಭಾರೀ ಮಳೆಯಾಗುವ ನಿರೀಕ್ಷೆಯಿದೆ. ಬೆಂಗಳೂರು (ಗ್ರಾಮೀಣ ಮತ್ತು ನಗರ), ಮೈಸೂರು ಮತ್ತು ಮಂಡ್ಯ ಸೇರಿದಂತೆ ಇತರ ಜಿಲ್ಲೆಗಳಲ್ಲಿ ಹಗುರದಿಂದ ಮಧ್ಯಮ ಮಳೆಯಾಗುವ ನಿರೀಕ್ಷೆಯಿದೆ.	[185, 1040, 353, 1106]
gita-title-line1: ಭಗವದ್ಗೀತಾ	[57, 50, 192, 91]
rain-headline-2: ಮಳೆ ಸಾಧ್ಯತೆ: ಹವಾಮಾನ ಇಲಾಖೆ	[88, 938, 280, 958]
masthead-rule	[8, 38, 937, 41]
notice-addressee: To,Whom soever it may concern,	[776, 784, 866, 792]
page-number: ಪುಟ-2	[893, 10, 930, 26]
yoga-award-photo	[362, 912, 702, 1022]
rain-para: ಈ ಬಗ್ಗೆ ಹವಾಮಾನ ಇಲಾಖೆ ಬುಧವಾರ ಮಾಹಿತಿ ನೀಡಿದ್ದು, ರಾಜ್ಯದ ಕರಾವಳಿ ಮತ್ತು ಮಲೆನಾಡು ಜಿಲ್ಲೆಗಳಲ್ಲಿ ಜುಲೈ ವರೆಗೆ ಮಳೆಯಾಗುವ ಸಾಧ್ಯತೆಯಿದೆ. ಕರಾವಳಿ ಜಿಲ್ಲೆಗಳಲ್ಲಿ ವ್ಯಾಪಕವಾಗಿ ಮಳೆಯಾಗುವ ಸಾಧ್ಯತೆಯಿದ್ದು, ಆರೆಂಜ್ ಅಲರ್ಟ್ ಘೋಷಿಸಲಾಗಿದೆ. ಒಳನಾಡು ಜಿಲ್ಲೆಗಳಲ್ಲಿ ಹಗುರದಿಂದ ಸಾಧಾರಣ ಮಳೆಯಾಗುವ ಸಾಧ್ಯತೆಯಿದೆ.	[14, 1006, 179, 1072]
court-name: Additional Senior Civil Judge and J.M.F.C.Court, Hosapete.	[818, 1470, 912, 1486]
koppal-para: ಹಿಂದುಳಿದ ವರ್ಗಗಳ ಕಲ್ಯಾಣ ಇಲಾಖೆ ಕನ್ನಡ ಮತ್ತು ಸಂಸ್ಕೃತಿ ಇಲಾಖೆ ಸಚಿವರು ಹಾಗೂ ಕೊಪ್ಪಳ ಜಿಲ್ಲಾ ಉಸ್ತುವಾರಿ ಸಚಿವರಾದ ಶಿವರಾಜ ತಂಗಡಗಿ ಅವರು ಕಾರ್ಯಕ್ರಮ ಉದ್ಘಾಟಿಸುವರು. ಕಾರ್ಮಿಕ ಸಚಿವರಾದ ಸಂತೋಷ್ ಎಸ್. ಲಾಡ್ ಅವರು ಕಾರ್ಮಿಕರಿಗೆ ಸ್ಮಾರ್ಟ್ ಕಾರ್ಡ್ ಹಾಗೂ ಸೌಲಭ್ಯಗಳ ವಿತರಣೆ ಮಾಡುವರು. ಕರ್ನಾಟಕ ವಿಧಾನಸಭೆ ವಿರೋಧ ಪಕ್ಷದ ಮುಖ್ಯ ಸಚೇತಕರು ಹಾಗೂ ಕುಷ್ಟಗಿ ವಿಧಾನಸಭಾ ಕ್ಷೇತ್ರದ ಶಾಸಕರಾದ ದೊಡ್ಡನಗೌಡ ಹನುಮಗೌಡ ಪಾಟೀಲ ಹಾಗೂ ಮುಖ್ಯಮಂತ್ರಿಗಳ ಆರ್ಥಿಕ ಸಲಹೆಗಾರರು ಹಾಗೂ ಯಲಬುರ್ಗಾ ವಿಧಾನ ಸಭಾ ಕ್ಷೇತ್ರದ ಶಾಸಕರಾದ ಬಸವರಾಜ ರಾಯರೆಡ್ಡಿ ಅವರು ಕಾರ್ಯಕ್ರಮದ ಘನ ಉಪಸ್ಥಿತಿಯಿರುವರು. ಕೊಪ್ಪಳ ವಿಧಾನಸಭಾ ಕ್ಷೇತ್ರದ ಶಾಸಕರಾದ ಕೆ.ರಾಘವೇಂದ್ರ ಹಿಟ್ನಾಳ	[248, 207, 391, 363]
